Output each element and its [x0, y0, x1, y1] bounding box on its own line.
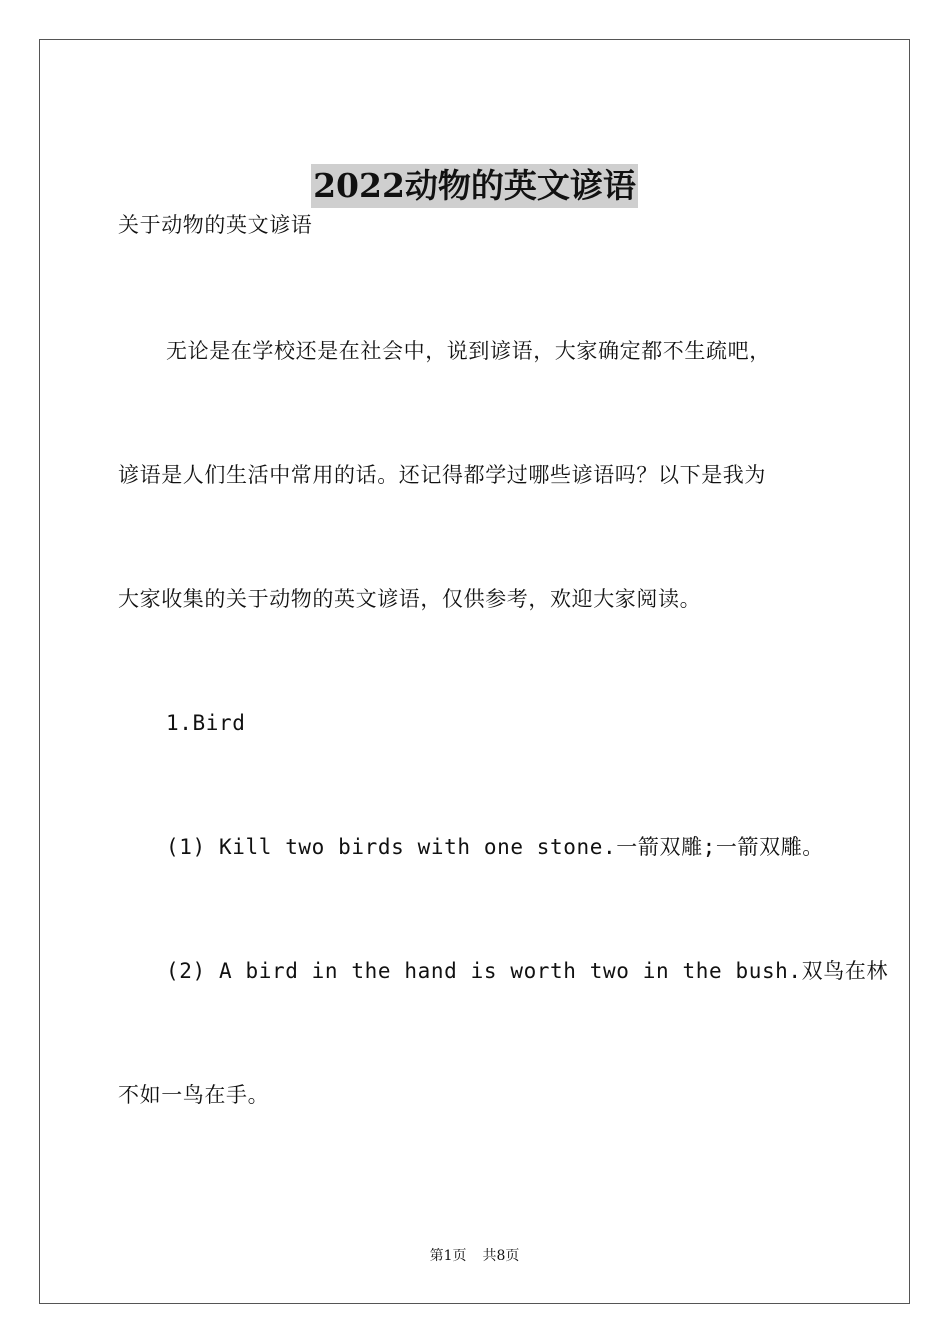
title-container [40, 164, 909, 208]
section-heading: 1.Bird [166, 711, 246, 735]
page-number-total: 共8页 [482, 1248, 520, 1264]
paragraph-line-1: 无论是在学校还是在社会中，说到谚语，大家确定都不生疏吧， [166, 339, 771, 363]
page-number-current: 第1页 [429, 1248, 467, 1264]
proverb-2: (2) A bird in the hand is worth two in the bush.双鸟在林 [166, 959, 889, 983]
proverb-2-continuation: 不如一鸟在手。 [118, 1083, 270, 1107]
paragraph-line-2: 谚语是人们生活中常用的话。还记得都学过哪些谚语吗？以下是我为 [118, 463, 766, 487]
page-footer [40, 1246, 909, 1266]
document-page [39, 39, 910, 1304]
paragraph-line-3: 大家收集的关于动物的英文谚语，仅供参考，欢迎大家阅读。 [118, 587, 702, 611]
document-title: 2022动物的英文谚语 [311, 164, 638, 208]
document-subtitle: 关于动物的英文谚语 [118, 213, 313, 237]
proverb-1: (1) Kill two birds with one stone.一箭双雕;一箭双雕。 [166, 835, 824, 859]
